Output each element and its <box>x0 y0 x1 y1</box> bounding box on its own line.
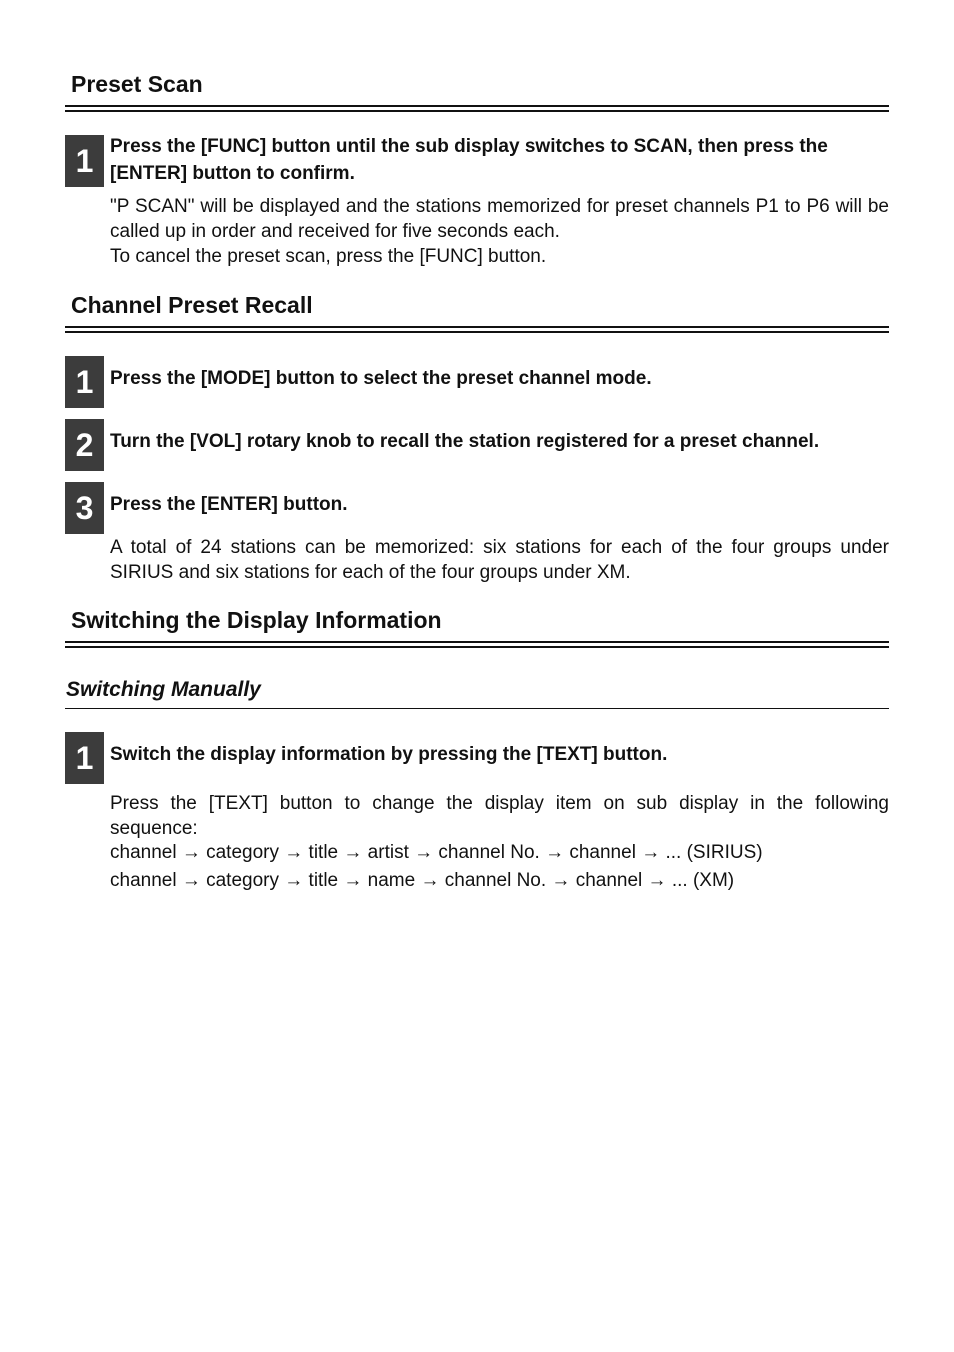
step-number-badge: 1 <box>65 732 104 784</box>
section-title-preset-scan: Preset Scan <box>71 71 203 97</box>
sequence-line-xm: channel → category → title → name → channel No. → channel → ... (XM) <box>110 870 735 891</box>
section-title-switching-display: Switching the Display Information <box>71 607 442 633</box>
step-instruction: Press the [MODE] button to select the preset channel mode. <box>110 368 652 389</box>
sequence-line-sirius: channel → category → title → artist → channel No. → channel → ... (SIRIUS) <box>110 842 763 863</box>
step-instruction: Press the [ENTER] button. <box>110 494 348 515</box>
section-title-channel-preset-recall: Channel Preset Recall <box>71 292 313 318</box>
step-number-badge: 1 <box>65 356 104 408</box>
step-number-badge: 2 <box>65 419 104 471</box>
step-instruction: Press the [FUNC] button until the sub display switches to SCAN, then press the [ENTER] button to confirm. <box>110 136 828 184</box>
step-number-badge: 1 <box>65 135 104 187</box>
description-line: To cancel the preset scan, press the [FUNC] button. <box>110 246 547 267</box>
description-line: "P SCAN" will be displayed and the stations memorized for preset channels P1 to P6 will be called up in order and received for five seconds each. <box>110 196 889 242</box>
step-description: Press the [TEXT] button to change the display item on sub display in the following sequence: <box>110 793 889 839</box>
step-description: A total of 24 stations can be memorized: six stations for each of the four groups under SIRIUS and six stations for each of the four groups under XM. <box>110 537 889 583</box>
step-description <box>110 194 889 269</box>
subsection-title-switching-manually: Switching Manually <box>66 678 261 701</box>
step-number-badge: 3 <box>65 482 104 534</box>
section-divider <box>65 326 889 333</box>
section-divider <box>65 105 889 112</box>
step-instruction: Switch the display information by pressing the [TEXT] button. <box>110 744 668 765</box>
subsection-divider <box>65 708 889 709</box>
step-instruction: Turn the [VOL] rotary knob to recall the station registered for a preset channel. <box>110 431 820 452</box>
section-divider <box>65 641 889 648</box>
